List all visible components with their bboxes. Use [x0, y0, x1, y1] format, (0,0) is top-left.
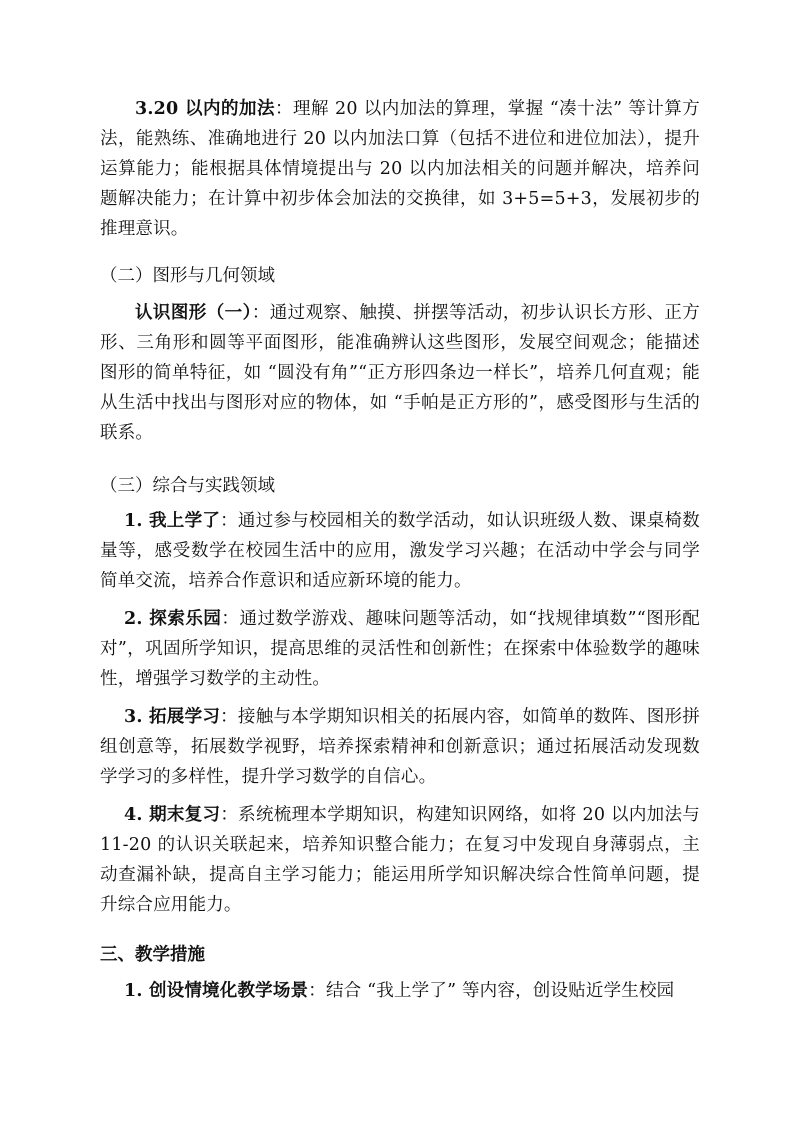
section-heading-geometry: （二）图形与几何领域	[100, 266, 275, 286]
paragraph-recognize-shapes	[100, 298, 700, 448]
section-heading-practice: （三）综合与实践领域	[100, 476, 275, 496]
section-heading-teaching-measures: 三、教学措施	[100, 945, 205, 965]
paragraph-starting-school	[100, 506, 700, 596]
paragraph-explore-park	[100, 604, 700, 694]
paragraph-lead: 3.20 以内的加法	[135, 99, 275, 119]
paragraph-text: ：通过参与校园相关的数学活动，如认识班级人数、课桌椅数量等，感受数学在校园生活中的应用，激发学习兴趣；在活动中学会与同学简单交流，培养合作意识和适应新环境的能力。	[100, 511, 700, 591]
paragraph-extended-learning	[100, 702, 700, 792]
paragraph-final-review	[100, 800, 700, 920]
paragraph-lead: 4. 期末复习	[124, 805, 221, 825]
paragraph-lead: 1. 我上学了	[124, 511, 221, 531]
paragraph-text: ：理解 20 以内加法的算理，掌握 “凑十法” 等计算方法，能熟练、准确地进行 20 以内加法口算（包括不进位和进位加法），提升运算能力；能根据具体情境提出与 20 以内加法相关的问题并解决，培养问题解决能力；在计算中初步体会加法的交换律，如 3+5=5+3，发展初步的推理意识。	[100, 99, 700, 239]
paragraph-situational-teaching	[100, 976, 700, 1006]
paragraph-text: ：通过数学游戏、趣味问题等活动，如“找规律填数”“图形配对”，巩固所学知识，提高思维的灵活性和创新性；在探索中体验数学的趣味性，增强学习数学的主动性。	[100, 609, 700, 689]
paragraph-text: ：结合 “我上学了” 等内容，创设贴近学生校园	[308, 981, 675, 1001]
paragraph-text: ：通过观察、触摸、拼摆等活动，初步认识长方形、正方形、三角形和圆等平面图形，能准确辨认这些图形，发展空间观念；能描述图形的简单特征，如 “圆没有角”“正方形四条边一样长”，培养几何直观；能从生活中找出与图形对应的物体，如 “手帕是正方形的”，感受图形与生活的联系。	[100, 303, 700, 443]
paragraph-lead: 2. 探索乐园	[124, 609, 222, 629]
paragraph-lead: 3. 拓展学习	[124, 707, 221, 727]
paragraph-text: ：接触与本学期知识相关的拓展内容，如简单的数阵、图形拼组创意等，拓展数学视野，培养探索精神和创新意识；通过拓展活动发现数学学习的多样性，提升学习数学的自信心。	[100, 707, 700, 787]
paragraph-lead: 1. 创设情境化教学场景	[124, 981, 309, 1001]
paragraph-lead: 认识图形（一）	[135, 303, 252, 323]
paragraph-addition-within-20	[100, 94, 700, 244]
paragraph-text: ：系统梳理本学期知识，构建知识网络，如将 20 以内加法与 11-20 的认识关联起来，培养知识整合能力；在复习中发现自身薄弱点，主动查漏补缺，提高自主学习能力；能运用所学知识解决综合性简单问题，提升综合应用能力。	[100, 805, 700, 915]
